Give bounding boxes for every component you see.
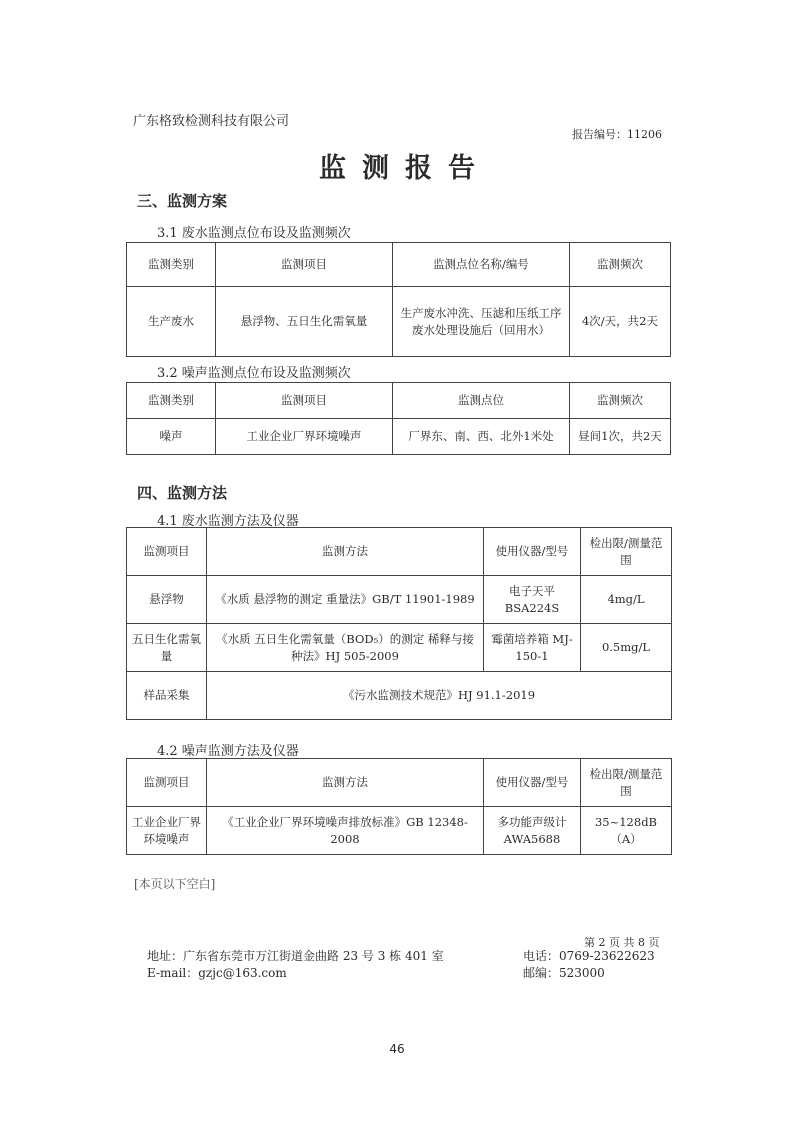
table-cell: 噪声 <box>127 419 216 455</box>
table-header: 监测方法 <box>207 759 484 807</box>
table-header: 监测项目 <box>127 528 207 576</box>
table-cell: 悬浮物、五日生化需氧量 <box>216 287 393 357</box>
blank-note: [本页以下空白] <box>134 877 216 891</box>
table-cell: 35~128dB（A） <box>581 807 672 855</box>
table-header: 使用仪器/型号 <box>484 759 581 807</box>
table-cell: 工业企业厂界环境噪声 <box>216 419 393 455</box>
footer-address <box>147 948 444 982</box>
table-cell: 生产废水冲洗、压滤和压纸工序废水处理设施后（回用水） <box>393 287 570 357</box>
table-header: 监测方法 <box>207 528 484 576</box>
table-header: 监测类别 <box>127 383 216 419</box>
table-cell: 昼间1次，共2天 <box>570 419 671 455</box>
table-header: 监测项目 <box>127 759 207 807</box>
phone-line: 电话：0769-23622623 <box>523 949 655 963</box>
address-line: 地址：广东省东莞市万江街道金曲路 23 号 3 栋 401 室 <box>147 949 444 963</box>
table-cell: 厂界东、南、西、北外1米处 <box>393 419 570 455</box>
wastewater-method-table <box>126 527 672 720</box>
table-cell: 电子天平 BSA224S <box>484 576 581 624</box>
report-number: 报告编号：11206 <box>572 128 662 141</box>
table-cell: 五日生化需氧量 <box>127 624 207 672</box>
table-header: 使用仪器/型号 <box>484 528 581 576</box>
footer-contact <box>523 948 655 982</box>
wastewater-plan-table <box>126 242 671 357</box>
postcode-line: 邮编：523000 <box>523 966 605 980</box>
table-cell: 《污水监测技术规范》HJ 91.1-2019 <box>207 672 672 720</box>
section-3-1-title: 3.1 废水监测点位布设及监测频次 <box>157 226 351 241</box>
section-3-title: 三、监测方案 <box>137 192 228 210</box>
section-3-2-title: 3.2 噪声监测点位布设及监测频次 <box>157 366 351 381</box>
table-header: 检出限/测量范围 <box>581 759 672 807</box>
table-header: 监测项目 <box>216 383 393 419</box>
report-title: 监测报告 <box>319 153 491 184</box>
table-header: 监测频次 <box>570 383 671 419</box>
table-cell: 生产废水 <box>127 287 216 357</box>
table-header: 监测类别 <box>127 243 216 287</box>
page-info: 第 2 页 共 8 页 <box>584 936 660 949</box>
table-cell: 《水质 五日生化需氧量（BOD₅）的测定 稀释与接种法》HJ 505-2009 <box>207 624 484 672</box>
email-line: E-mail：gzjc@163.com <box>147 966 287 980</box>
table-header: 监测点位名称/编号 <box>393 243 570 287</box>
table-cell: 悬浮物 <box>127 576 207 624</box>
section-4-1-title: 4.1 废水监测方法及仪器 <box>157 514 299 529</box>
table-cell: 霉菌培养箱 MJ-150-1 <box>484 624 581 672</box>
company-name: 广东格致检测科技有限公司 <box>133 114 290 129</box>
table-cell: 工业企业厂界环境噪声 <box>127 807 207 855</box>
table-cell: 0.5mg/L <box>581 624 672 672</box>
noise-plan-table <box>126 382 671 455</box>
table-cell: 多功能声级计 AWA5688 <box>484 807 581 855</box>
table-cell: 样品采集 <box>127 672 207 720</box>
table-header: 检出限/测量范围 <box>581 528 672 576</box>
table-cell: 4mg/L <box>581 576 672 624</box>
table-header: 监测项目 <box>216 243 393 287</box>
table-cell: 4次/天，共2天 <box>570 287 671 357</box>
page-number: 46 <box>389 1042 405 1056</box>
table-header: 监测点位 <box>393 383 570 419</box>
section-4-2-title: 4.2 噪声监测方法及仪器 <box>157 744 299 759</box>
table-header: 监测频次 <box>570 243 671 287</box>
section-4-title: 四、监测方法 <box>137 484 228 502</box>
table-cell: 《水质 悬浮物的测定 重量法》GB/T 11901-1989 <box>207 576 484 624</box>
noise-method-table <box>126 758 672 855</box>
table-cell: 《工业企业厂界环境噪声排放标准》GB 12348-2008 <box>207 807 484 855</box>
